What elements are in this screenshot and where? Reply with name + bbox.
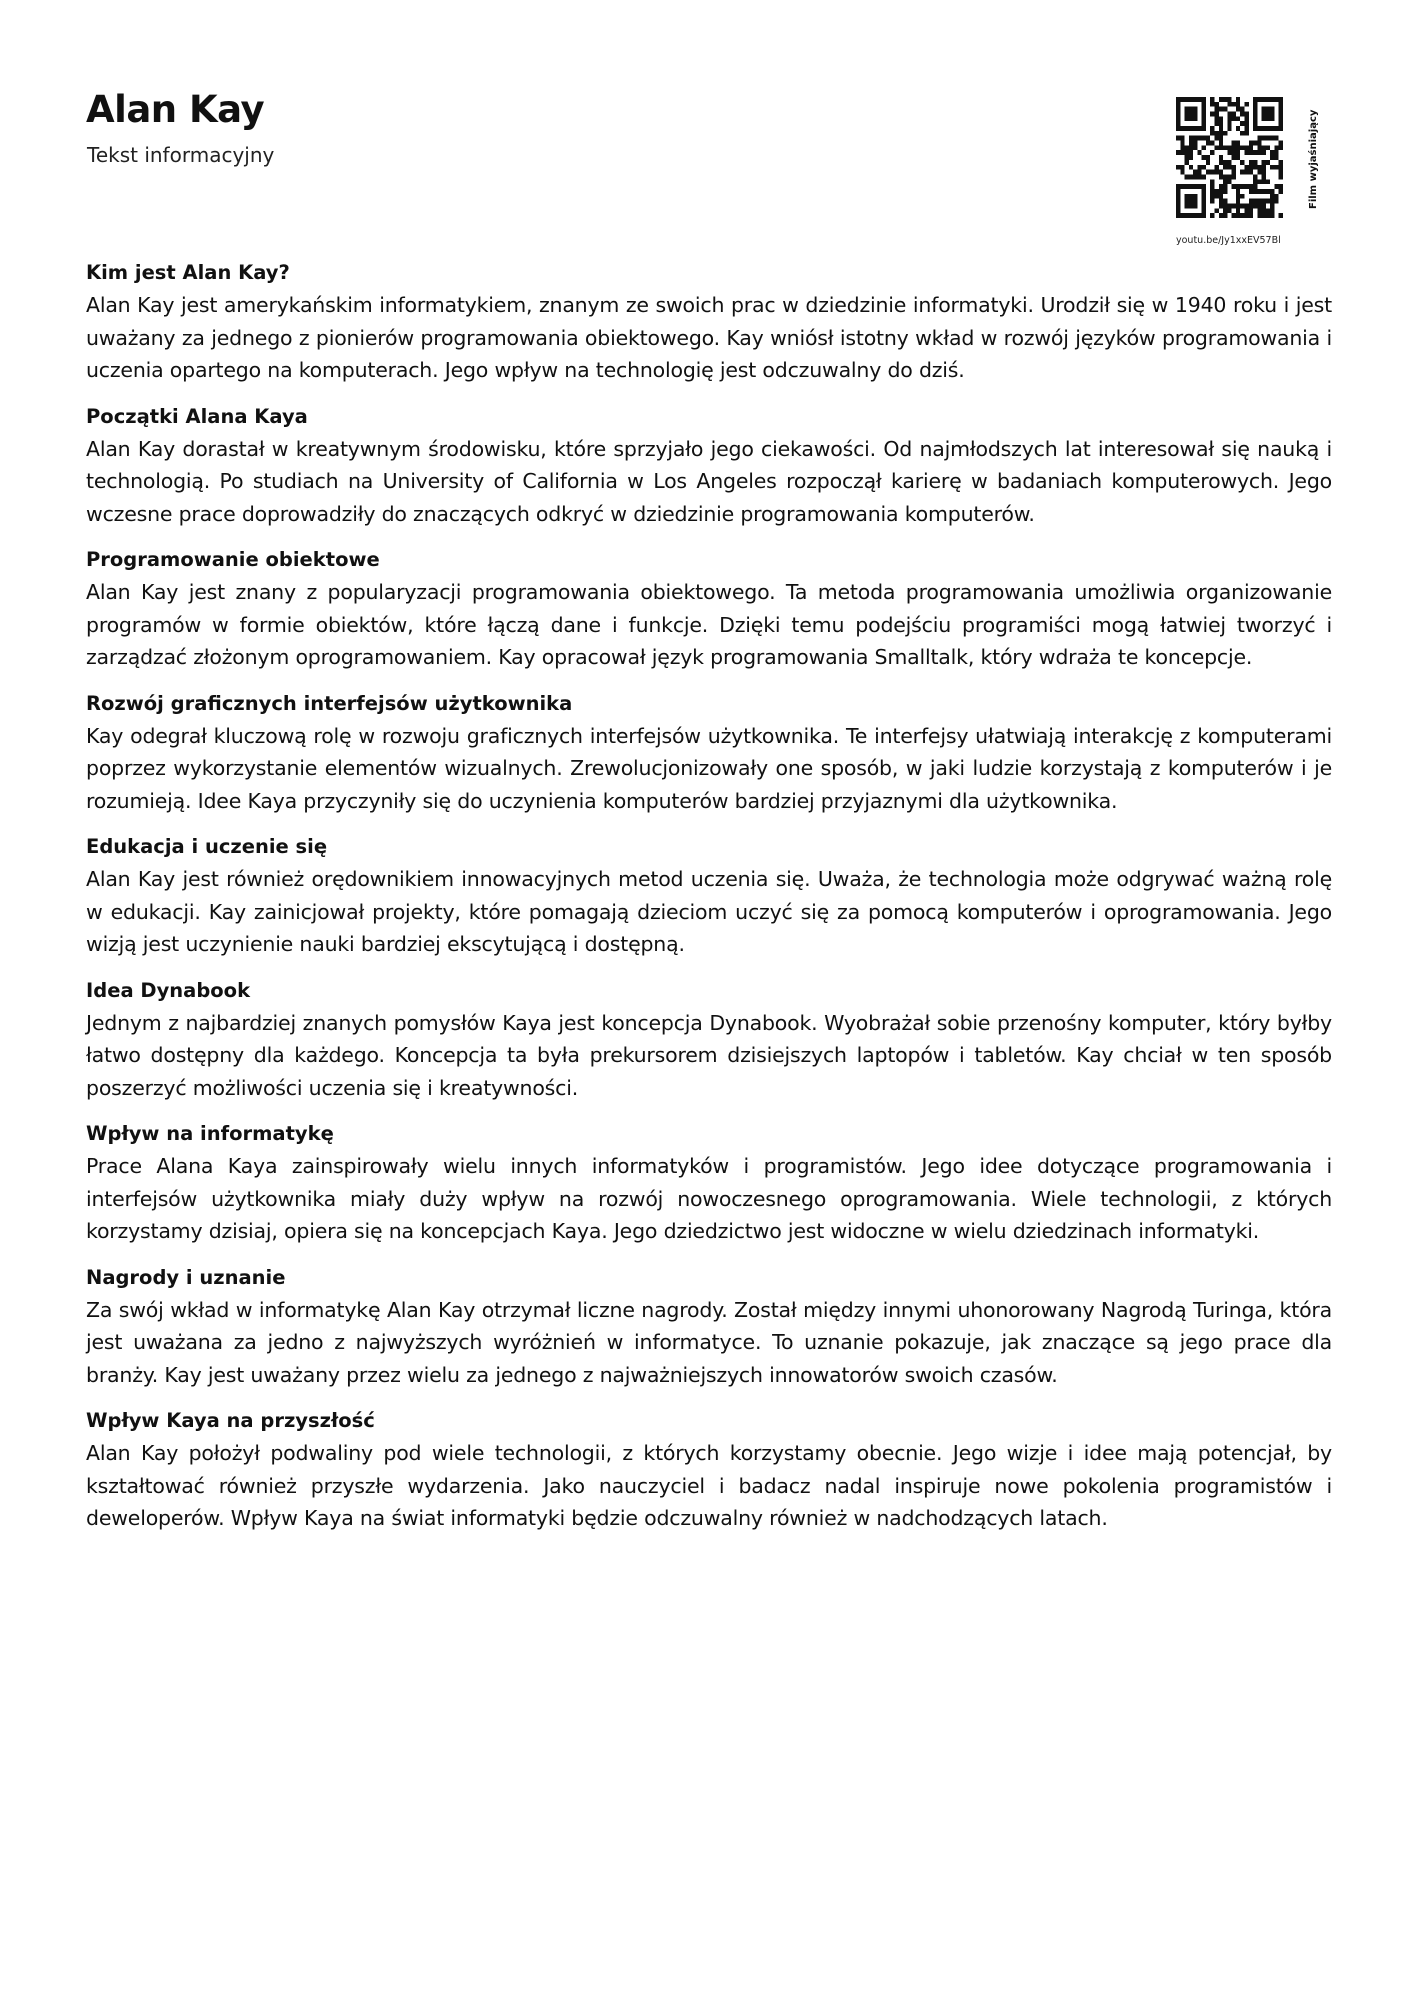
section-body: Kay odegrał kluczową rolę w rozwoju graficznych interfejsów użytkownika. Te interfejsy ułatwiają interakcję z komputerami poprzez wykorzystanie elementów wizualnych. Zrewolucjonizowały one sposób, w jaki ludzie korzystają z komputerów i je rozumieją. Idee Kaya przyczyniły się do uczynienia komputerów bardziej przyjaznymi dla użytkownika.	[86, 723, 1332, 813]
section-heading: Wpływ Kaya na przyszłość	[86, 1409, 375, 1432]
section-body: Alan Kay jest również orędownikiem innowacyjnych metod uczenia się. Uważa, że technologia może odgrywać ważną rolę w edukacji. Kay zainicjował projekty, które pomagają dzieciom uczyć się za pomocą komputerów i oprogramowania. Jego wizją jest uczynienie nauki bardziej ekscytującą i dostępną.	[86, 867, 1332, 956]
section-heading: Rozwój graficznych interfejsów użytkownika	[86, 691, 573, 715]
page-subtitle: Tekst informacyjny	[87, 143, 275, 167]
qr-code-icon[interactable]	[1176, 97, 1283, 218]
qr-block	[1176, 97, 1324, 255]
section-heading: Początki Alana Kaya	[86, 404, 308, 428]
video-label: Film wyjaśniający	[1308, 109, 1319, 209]
section-impact-on-computing	[86, 1118, 1332, 1248]
section-future-impact	[86, 1405, 1332, 1535]
section-education	[86, 831, 1332, 961]
section-body: Alan Kay jest amerykańskim informatykiem, znanym ze swoich prac w dziedzinie informatyki. Urodził się w 1940 roku i jest uważany za jednego z pionierów programowania obiektowego. Kay wniósł istotny wkład w rozwój języków programowania i uczenia opartego na komputerach. Jego wpływ na technologię jest odczuwalny do dziś.	[86, 293, 1332, 382]
section-heading: Idea Dynabook	[86, 978, 251, 1002]
section-body: Jednym z najbardziej znanych pomysłów Kaya jest koncepcja Dynabook. Wyobrażał sobie przenośny komputer, który byłby łatwo dostępny dla każdego. Koncepcja ta była prekursorem dzisiejszych laptopów i tabletów. Kay chciał w ten sposób poszerzyć możliwości uczenia się i kreatywności.	[86, 1010, 1332, 1100]
section-awards	[86, 1262, 1332, 1392]
section-heading: Wpływ na informatykę	[86, 1122, 334, 1145]
section-body: Alan Kay jest znany z popularyzacji programowania obiektowego. Ta metoda programowania umożliwia organizowanie programów w formie obiektów, które łączą dane i funkcje. Dzięki temu podejściu programiści mogą łatwiej tworzyć i zarządzać złożonym oprogramowaniem. Kay opracował język programowania Smalltalk, który wdraża te koncepcje.	[86, 580, 1332, 669]
section-object-oriented-programming	[86, 544, 1332, 674]
section-heading: Kim jest Alan Kay?	[86, 261, 290, 284]
section-heading: Programowanie obiektowe	[86, 548, 380, 571]
section-body: Alan Kay położył podwaliny pod wiele technologii, z których korzystamy obecnie. Jego wizje i idee mają potencjał, by kształtować również przyszłe wydarzenia. Jako nauczyciel i badacz nadal inspiruje nowe pokolenia programistów i deweloperów. Wpływ Kaya na świat informatyki będzie odczuwalny również w nadchodzących latach.	[86, 1441, 1332, 1530]
section-body: Za swój wkład w informatykę Alan Kay otrzymał liczne nagrody. Został między innymi uhonorowany Nagrodą Turinga, która jest uważana za jedno z najwyższych wyróżnień w informatyce. To uznanie pokazuje, jak znaczące są jego prace dla branży. Kay jest uważany przez wielu za jednego z najważniejszych innowatorów swoich czasów.	[86, 1297, 1332, 1387]
section-who-is-alan-kay	[86, 257, 1332, 387]
video-url[interactable]: youtu.be/Jy1xxEV57Bl	[1176, 235, 1281, 246]
section-dynabook	[86, 975, 1332, 1105]
article	[86, 257, 1332, 1549]
section-heading: Nagrody i uznanie	[86, 1265, 286, 1289]
section-body: Alan Kay dorastał w kreatywnym środowisku, które sprzyjało jego ciekawości. Od najmłodszych lat interesował się nauką i technologią. Po studiach na University of California w Los Angeles rozpoczął karierę w badaniach komputerowych. Jego wczesne prace doprowadziły do znaczących odkryć w dziedzinie programowania komputerów.	[86, 436, 1332, 526]
section-heading: Edukacja i uczenie się	[86, 835, 328, 858]
page-title: Alan Kay	[86, 88, 265, 131]
section-gui-development	[86, 688, 1332, 818]
section-beginnings	[86, 401, 1332, 531]
section-body: Prace Alana Kaya zainspirowały wielu innych informatyków i programistów. Jego idee dotyczące programowania i interfejsów użytkownika miały duży wpływ na rozwój nowoczesnego oprogramowania. Wiele technologii, z których korzystamy dzisiaj, opiera się na koncepcjach Kaya. Jego dziedzictwo jest widoczne w wielu dziedzinach informatyki.	[86, 1154, 1332, 1243]
